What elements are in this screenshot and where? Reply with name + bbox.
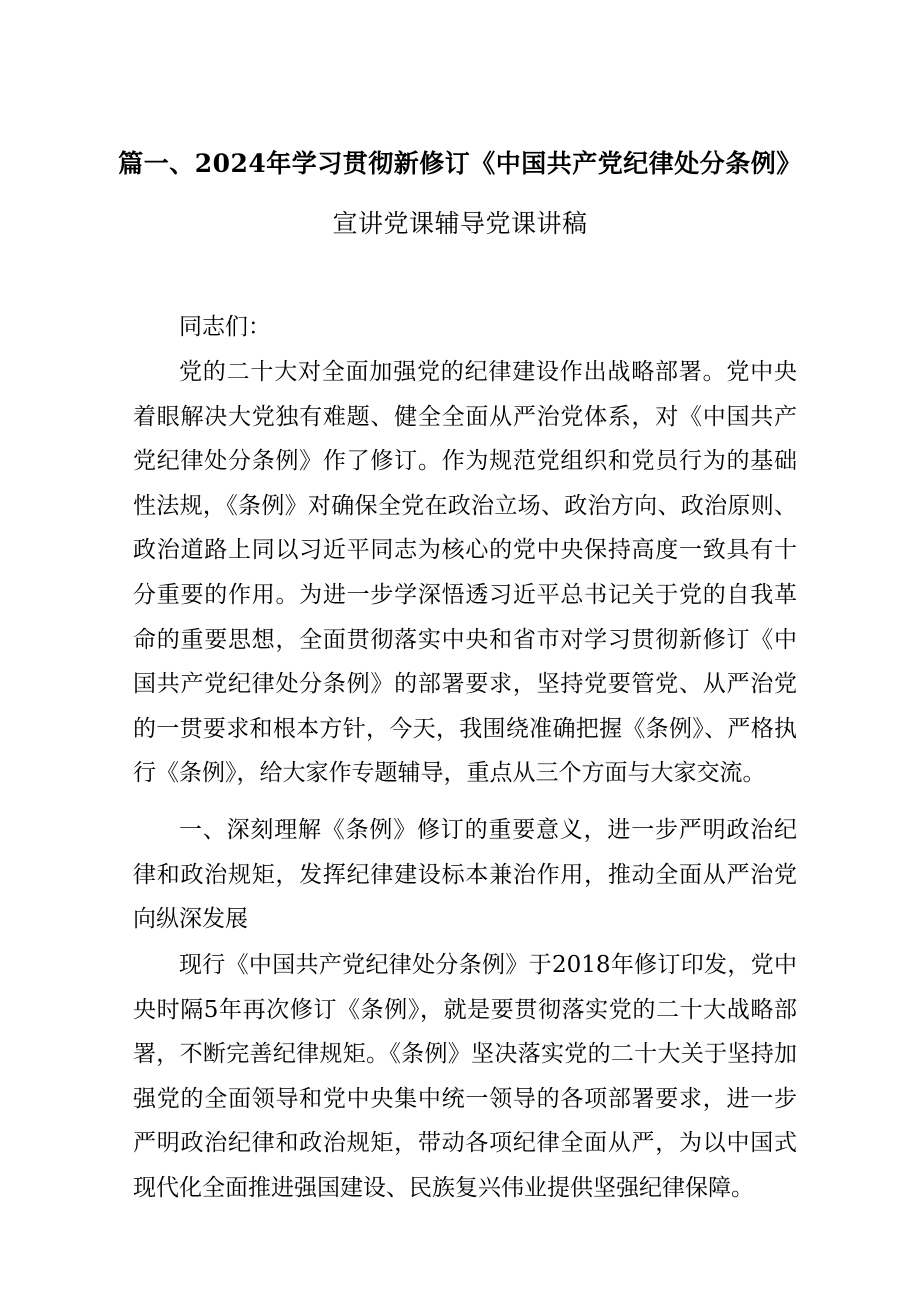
paragraph-intro: 党的二十大对全面加强党的纪律建设作出战略部署。党中央着眼解决大党独有难题、健全全面从严治党体系，对《中国共产党纪律处分条例》作了修订。作为规范党组织和党员行为的基础性法规，《条例》对确保全党在政治立场、政治方向、政治原则、政治道路上同以习近平同志为核心的党中央保持高度一致具有十分重要的作用。为进一步学深悟透习近平总书记关于党的自我革命的重要思想，全面贯彻落实中央和省市对学习贯彻新修订《中国共产党纪律处分条例》的部署要求，坚持党要管党、从严治党的一贯要求和根本方针，今天，我围绕准确把握《条例》、严格执行《条例》，给大家作专题辅导，重点从三个方面与大家交流。 (133, 359, 797, 787)
section-heading-1: 一、深刻理解《条例》修订的重要意义，进一步严明政治纪律和政治规矩，发挥纪律建设标本兼治作用，推动全面从严治党向纵深发展 (133, 817, 797, 933)
document-title-line-1: 篇一、2024年学习贯彻新修订《中国共产党纪律处分条例》 (118, 149, 802, 178)
paragraph-section-1: 现行《中国共产党纪律处分条例》于2018年修订印发，党中央时隔5年再次修订《条例》，就是要贯彻落实党的二十大战略部署，不断完善纪律规矩。《条例》坚决落实党的二十大关于坚持加强党的全面领导和党中央集中统一领导的各项部署要求，进一步严明政治纪律和政治规矩，带动各项纪律全面从严，为以中国式现代化全面推进强国建设、民族复兴伟业提供坚强纪律保障。 (133, 952, 797, 1201)
greeting: 同志们： (179, 314, 271, 340)
document-title-line-2: 宣讲党课辅导党课讲稿 (332, 209, 588, 238)
